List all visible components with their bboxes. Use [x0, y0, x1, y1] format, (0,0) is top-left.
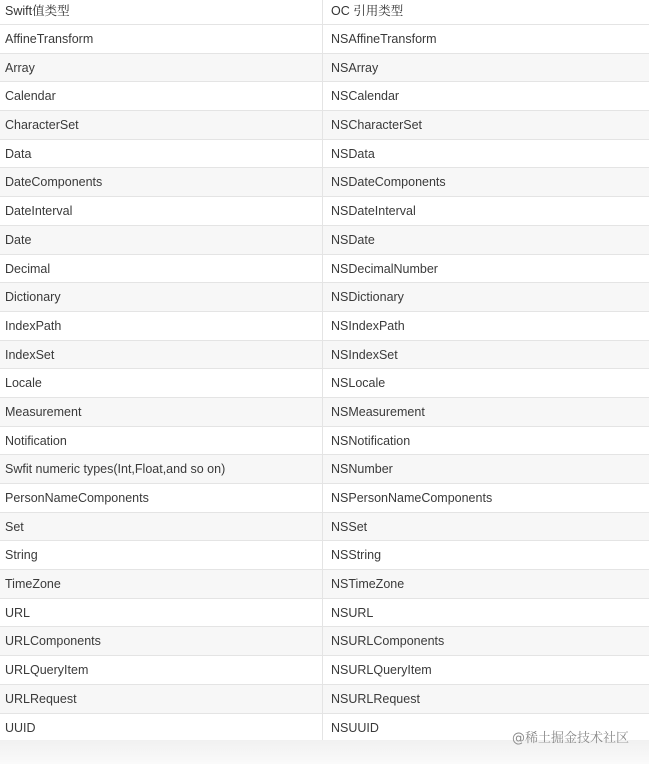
- table-row: [0, 599, 649, 628]
- oc-type-cell: NSAffineTransform: [331, 32, 437, 46]
- table-row: [0, 197, 649, 226]
- oc-type-cell: NSDecimalNumber: [331, 261, 438, 276]
- table-row: [0, 111, 649, 140]
- oc-type-cell: NSUUID: [331, 720, 379, 735]
- header-oc-reference-type: OC 引用类型: [331, 4, 404, 18]
- oc-type-cell: NSCalendar: [331, 89, 400, 104]
- oc-type-cell: NSTimeZone: [331, 577, 405, 592]
- swift-type-cell: DateInterval: [0, 197, 323, 225]
- swift-type-cell: Decimal: [0, 255, 323, 283]
- table-row: [0, 312, 649, 341]
- table-row: [0, 570, 649, 599]
- swift-type-cell: Measurement: [0, 398, 323, 426]
- table-row: [0, 685, 649, 714]
- table-row: [0, 341, 649, 370]
- oc-type-cell: NSDateInterval: [331, 204, 416, 219]
- swift-type-cell: URLQueryItem: [0, 656, 323, 684]
- header-swift-value-type: Swift值类型: [0, 0, 323, 24]
- oc-type-cell: NSNumber: [331, 462, 393, 477]
- table-row: [0, 455, 649, 484]
- table-row: [0, 82, 649, 111]
- swift-type-cell: Data: [0, 140, 323, 168]
- oc-type-cell: NSString: [331, 548, 382, 563]
- table-row: [0, 255, 649, 284]
- table-header-row: [0, 0, 649, 25]
- oc-type-cell: NSURLComponents: [331, 634, 445, 649]
- oc-type-cell: NSURL: [331, 605, 374, 620]
- swift-type-cell: AffineTransform: [0, 25, 323, 53]
- swift-type-cell: URLRequest: [0, 685, 323, 713]
- table-row: [0, 398, 649, 427]
- table-row: [0, 627, 649, 656]
- swift-type-cell: Calendar: [0, 82, 323, 110]
- watermark: @稀土掘金技术社区: [511, 731, 629, 746]
- swift-type-cell: URL: [0, 599, 323, 627]
- swift-type-cell: CharacterSet: [0, 111, 323, 139]
- swift-type-cell: Swfit numeric types(Int,Float,and so on): [0, 455, 323, 483]
- oc-type-cell: NSLocale: [331, 376, 386, 391]
- table-row: [0, 427, 649, 456]
- table-row: [0, 25, 649, 54]
- oc-type-cell: NSMeasurement: [331, 404, 425, 419]
- swift-type-cell: PersonNameComponents: [0, 484, 323, 512]
- oc-type-cell: NSURLRequest: [331, 691, 420, 706]
- oc-type-cell: NSCharacterSet: [331, 118, 423, 133]
- oc-type-cell: NSDateComponents: [331, 175, 446, 190]
- swift-type-cell: TimeZone: [0, 570, 323, 598]
- table-row: [0, 369, 649, 398]
- swift-type-cell: Array: [0, 54, 323, 82]
- oc-type-cell: NSDictionary: [331, 290, 404, 305]
- swift-type-cell: Locale: [0, 369, 323, 397]
- table-row: [0, 168, 649, 197]
- swift-type-cell: IndexPath: [0, 312, 323, 340]
- oc-type-cell: NSURLQueryItem: [331, 663, 432, 678]
- oc-type-cell: NSNotification: [331, 433, 411, 448]
- table-row: [0, 541, 649, 570]
- oc-type-cell: NSArray: [331, 60, 379, 75]
- table-row: [0, 484, 649, 513]
- table-row: [0, 283, 649, 312]
- swift-type-cell: String: [0, 541, 323, 569]
- table-row: [0, 226, 649, 255]
- oc-type-cell: NSData: [331, 146, 375, 161]
- swift-type-cell: Dictionary: [0, 283, 323, 311]
- table-row: [0, 140, 649, 169]
- table-body: [0, 25, 649, 742]
- oc-type-cell: NSSet: [331, 519, 368, 534]
- table-row: [0, 513, 649, 542]
- swift-type-cell: Notification: [0, 427, 323, 455]
- swift-type-cell: DateComponents: [0, 168, 323, 196]
- oc-type-cell: NSPersonNameComponents: [331, 491, 493, 505]
- swift-type-cell: UUID: [0, 714, 323, 742]
- oc-type-cell: NSIndexPath: [331, 318, 405, 333]
- oc-type-cell: NSIndexSet: [331, 347, 398, 362]
- table-row: [0, 54, 649, 83]
- swift-type-cell: IndexSet: [0, 341, 323, 369]
- swift-type-cell: Set: [0, 513, 323, 541]
- swift-type-cell: Date: [0, 226, 323, 254]
- table-row: [0, 656, 649, 685]
- oc-type-cell: NSDate: [331, 232, 375, 247]
- swift-type-cell: URLComponents: [0, 627, 323, 655]
